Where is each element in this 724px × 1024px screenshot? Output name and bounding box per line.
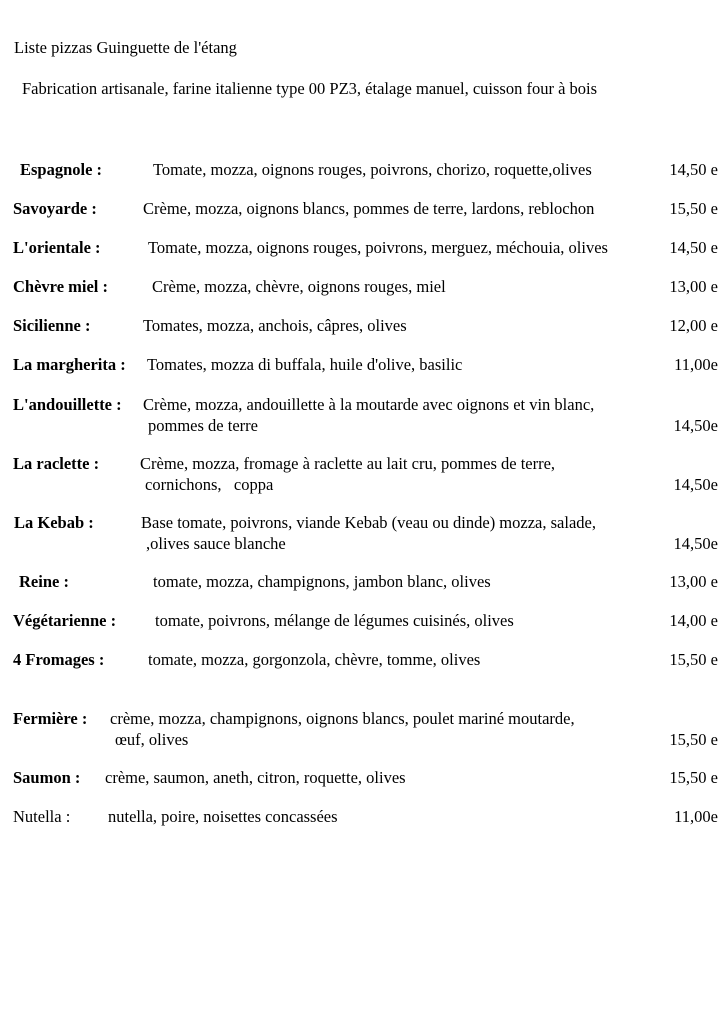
menu-item-price: 14,00 e — [669, 611, 718, 630]
menu-item-name: Sicilienne : — [13, 316, 91, 335]
menu-item-description-line2: œuf, olives — [115, 730, 189, 749]
menu-item-description: Base tomate, poivrons, viande Kebab (veau ou dinde) mozza, salade, — [141, 513, 596, 532]
menu-item-description: Tomates, mozza di buffala, huile d'olive, basilic — [147, 355, 463, 374]
page-title: Liste pizzas Guinguette de l'étang — [14, 38, 237, 57]
menu-item-name: Espagnole : — [20, 160, 103, 179]
menu-item-description: Tomates, mozza, anchois, câpres, olives — [143, 316, 407, 335]
menu-item-description: tomate, mozza, champignons, jambon blanc, olives — [153, 572, 491, 591]
menu-item-name: 4 Fromages : — [13, 650, 105, 669]
menu-item-description: crème, mozza, champignons, oignons blancs, poulet mariné moutarde, — [110, 709, 575, 728]
menu-item-price: 15,50 e — [669, 650, 718, 669]
menu-item-description: Crème, mozza, chèvre, oignons rouges, miel — [152, 277, 446, 296]
menu-item-price: 13,00 e — [669, 572, 718, 591]
menu-item-name: Reine : — [19, 572, 69, 591]
menu-item-description: tomate, poivrons, mélange de légumes cuisinés, olives — [155, 611, 514, 630]
menu-item-price: 14,50e — [673, 475, 718, 494]
menu-item-description-line2: cornichons, coppa — [145, 475, 274, 494]
menu-item-price: 12,00 e — [669, 316, 718, 335]
menu-item-name: Fermière : — [13, 709, 88, 728]
page-subtitle: Fabrication artisanale, farine italienne type 00 PZ3, étalage manuel, cuisson four à bois — [22, 79, 598, 98]
menu-item-description: Tomate, mozza, oignons rouges, poivrons, merguez, méchouia, olives — [148, 238, 608, 257]
menu-item-name: L'orientale : — [13, 238, 101, 257]
menu-item-description: Crème, mozza, oignons blancs, pommes de terre, lardons, reblochon — [143, 199, 595, 218]
menu-item-description: nutella, poire, noisettes concassées — [108, 807, 338, 826]
menu-item-description: Tomate, mozza, oignons rouges, poivrons, chorizo, roquette,olives — [153, 160, 592, 179]
menu-item-price: 15,50 e — [669, 768, 718, 787]
menu-item-name: Nutella : — [13, 807, 71, 826]
menu-item-description-line2: pommes de terre — [148, 416, 258, 435]
menu-item-price: 14,50 e — [669, 238, 718, 257]
menu-item-name: Savoyarde : — [13, 199, 97, 218]
menu-item-price: 13,00 e — [669, 277, 718, 296]
menu-item-name: Végétarienne : — [13, 611, 117, 630]
menu-item-price: 14,50e — [673, 416, 718, 435]
menu-item-name: Saumon : — [13, 768, 81, 787]
menu-item-price: 11,00e — [674, 355, 718, 374]
menu-item-price: 11,00e — [674, 807, 718, 826]
menu-item-description: Crème, mozza, fromage à raclette au lait cru, pommes de terre, — [140, 454, 556, 473]
menu-item-name: L'andouillette : — [13, 395, 122, 414]
menu-item-name: Chèvre miel : — [13, 277, 108, 296]
menu-item-name: La Kebab : — [14, 513, 94, 532]
menu-item-description-line2: ,olives sauce blanche — [146, 534, 286, 553]
menu-item-name: La raclette : — [13, 454, 100, 473]
menu-item-description: tomate, mozza, gorgonzola, chèvre, tomme, olives — [148, 650, 481, 669]
menu-item-price: 14,50e — [673, 534, 718, 553]
menu-item-name: La margherita : — [13, 355, 126, 374]
menu-item-price: 15,50 e — [669, 199, 718, 218]
menu-item-description: crème, saumon, aneth, citron, roquette, olives — [105, 768, 406, 787]
menu-item-description: Crème, mozza, andouillette à la moutarde avec oignons et vin blanc, — [143, 395, 595, 414]
menu-item-price: 15,50 e — [669, 730, 718, 749]
menu-item-price: 14,50 e — [669, 160, 718, 179]
